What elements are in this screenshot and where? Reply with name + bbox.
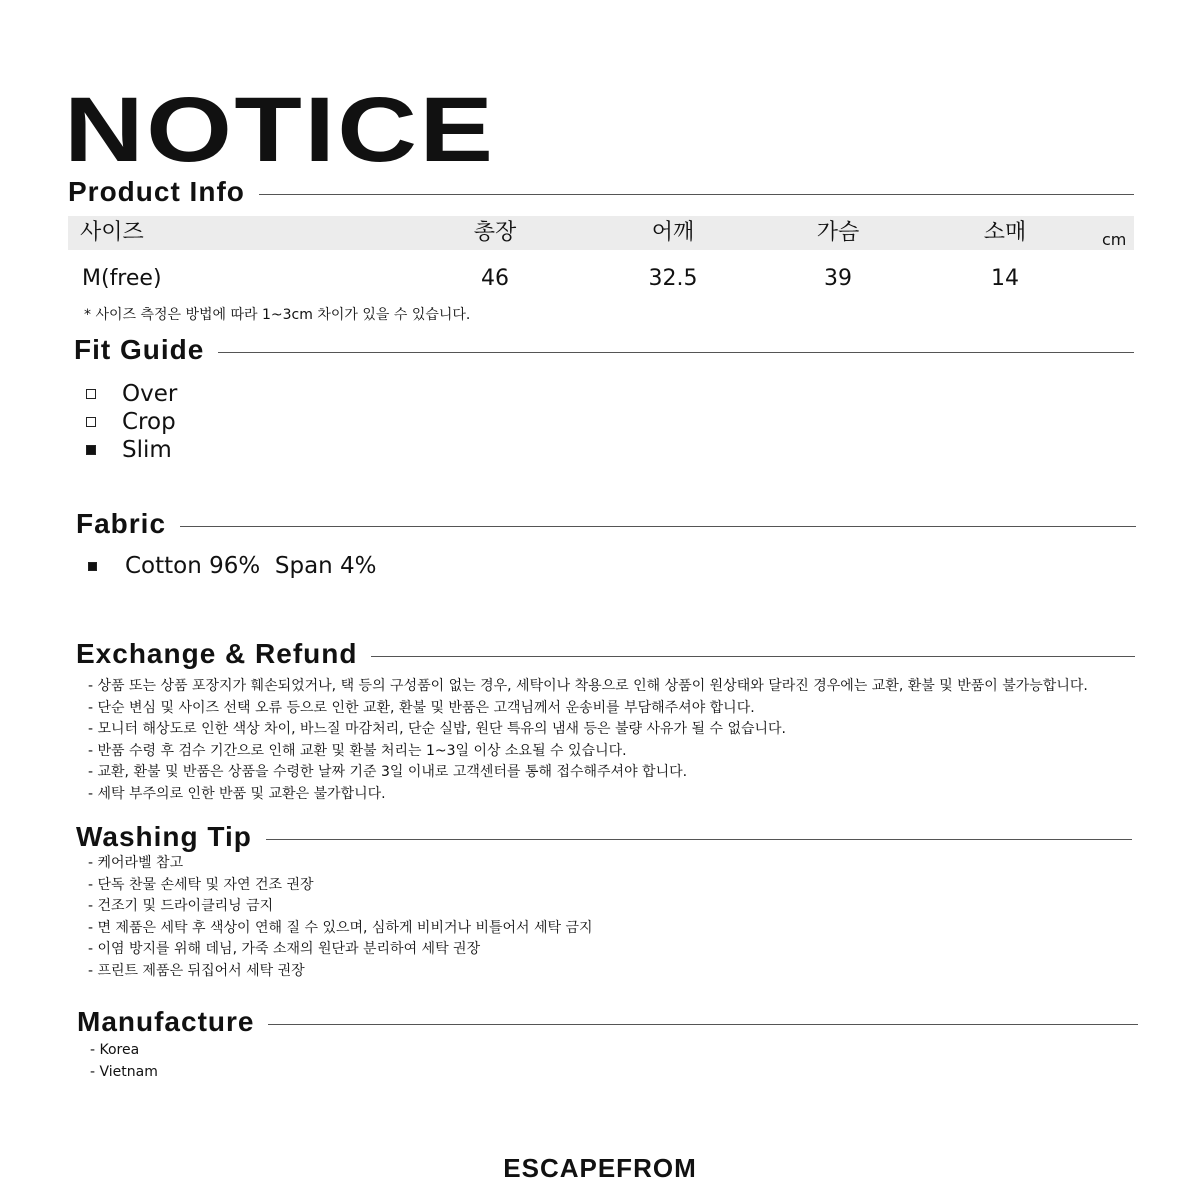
list-item: - Korea [90,1042,140,1058]
manufacture-header [77,1008,1138,1036]
header-sleeve: 소매 [983,220,1027,245]
list-item: - 프린트 제품은 뒤집어서 세탁 권장 [88,962,305,979]
list-item: - 상품 또는 상품 포장지가 훼손되었거나, 택 등의 구성품이 없는 경우, 세탁이나 착용으로 인해 상품이 원상태와 달라진 경우에는 교환, 환불 및 반품이 불가능합니다. [88,678,1088,694]
section-divider [180,526,1136,527]
manufacture-list [90,1040,158,1083]
washing-tip-list [88,853,593,983]
size-table-header [68,216,1134,250]
bullet-icon [88,562,97,571]
product-info-heading: Product Info [68,176,245,207]
list-item: - 단독 찬물 손세탁 및 자연 건조 권장 [88,876,314,893]
fabric-heading: Fabric [76,508,167,539]
row-length: 46 [481,266,509,291]
checkbox-icon [86,417,96,427]
checked-box-icon [86,445,96,455]
fit-option-slim [86,436,177,464]
size-note: * 사이즈 측정은 방법에 따라 1~3cm 차이가 있을 수 있습니다. [84,307,471,323]
list-item: - 반품 수령 후 검수 기간으로 인해 교환 및 환불 처리는 1~3일 이상 소요될 수 있습니다. [88,742,627,759]
header-shoulder: 어깨 [651,220,695,245]
list-item: - 단순 변심 및 사이즈 선택 오류 등으로 인한 교환, 환불 및 반품은 고객님께서 운송비를 부담해주셔야 합니다. [88,699,755,716]
exchange-refund-list [88,676,1088,806]
section-divider [218,352,1134,353]
row-size: M(free) [82,266,162,291]
washing-tip-heading: Washing Tip [76,821,252,852]
fit-option-over [86,380,177,408]
fit-guide-list [86,380,177,464]
list-item: - 케어라벨 참고 [88,855,184,871]
list-item: - 건조기 및 드라이클리닝 금지 [88,898,274,915]
fit-option-label: Crop [122,409,176,435]
exchange-refund-header [76,640,1135,668]
section-divider [266,839,1132,840]
list-item: - 이염 방지를 위해 데님, 가죽 소재의 원단과 분리하여 세탁 권장 [88,941,481,958]
row-chest: 39 [824,266,852,291]
size-table-row [68,266,1134,296]
page-title: NOTICE [64,79,496,181]
unit-label: cm [1102,230,1127,249]
fit-guide-heading: Fit Guide [74,334,205,365]
fabric-item [88,552,377,580]
section-divider [259,194,1134,195]
checkbox-icon [86,389,96,399]
washing-tip-header [76,823,1132,851]
header-size: 사이즈 [80,220,144,245]
exchange-refund-heading: Exchange & Refund [76,638,358,669]
manufacture-heading: Manufacture [77,1006,255,1037]
section-divider [371,656,1135,657]
row-sleeve: 14 [991,266,1019,291]
fit-option-crop [86,408,177,436]
fabric-header [76,510,1136,538]
row-shoulder: 32.5 [648,266,698,291]
fit-guide-header [74,336,1134,364]
list-item: - 모니터 해상도로 인한 색상 차이, 바느질 마감처리, 단순 실밥, 원단 특유의 냄새 등은 불량 사유가 될 수 없습니다. [88,721,787,738]
list-item: - 면 제품은 세탁 후 색상이 연해 질 수 있으며, 심하게 비비거나 비틀어서 세탁 금지 [88,919,593,936]
list-item: - 교환, 환불 및 반품은 상품을 수령한 날짜 기준 3일 이내로 고객센터를 통해 접수해주셔야 합니다. [88,764,688,781]
header-chest: 가슴 [816,220,860,245]
fabric-composition: Cotton 96% Span 4% [125,553,377,579]
list-item: - Vietnam [90,1063,158,1080]
fit-option-label: Slim [122,437,172,463]
section-divider [268,1024,1138,1025]
product-info-header [68,178,1134,206]
list-item: - 세탁 부주의로 인한 반품 및 교환은 불가합니다. [88,785,386,802]
header-length: 총장 [473,220,517,245]
brand-logo: ESCAPEFROM [503,1153,697,1183]
fit-option-label: Over [122,381,178,407]
